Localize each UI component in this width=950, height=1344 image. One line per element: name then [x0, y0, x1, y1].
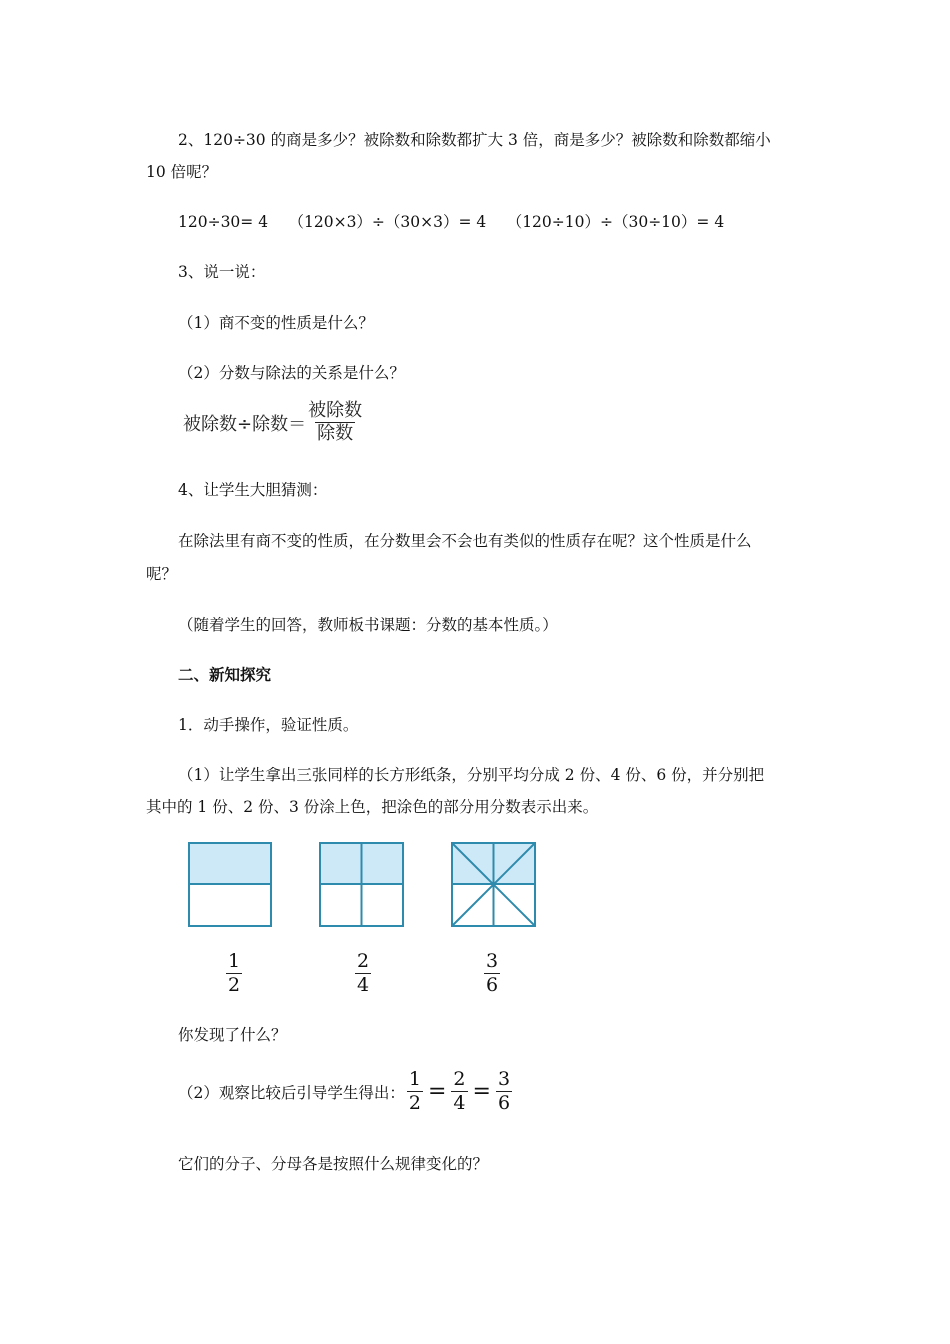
section2-step1: 1．动手操作，验证性质。: [178, 716, 359, 734]
section2-heading: 二、新知探究: [178, 665, 272, 684]
figure-label-1: [226, 952, 242, 995]
q2-line1: 2、120÷30 的商是多少？被除数和除数都扩大 3 倍，商是多少？被除数和除数都缩小: [178, 131, 771, 149]
denominator: 2: [408, 1092, 421, 1114]
section2-sub1-line1: （1）让学生拿出三张同样的长方形纸条，分别平均分成 2 份、4 份、6 份，并分别把: [178, 766, 765, 784]
observe-fraction-2: [451, 1070, 467, 1113]
equations-line: 120÷30= 4 （120×3）÷（30×3）= 4 （120÷10）÷（30÷10）= 4: [178, 213, 725, 231]
q3-item1: （1）商不变的性质是什么？: [178, 314, 374, 332]
observe-fraction-3: [496, 1070, 512, 1113]
numerator: 3: [486, 950, 499, 972]
denominator: 4: [357, 974, 370, 996]
formula-left: 被除数÷除数＝: [183, 413, 307, 435]
discover-question: 你发现了什么？: [178, 1026, 287, 1044]
section2-sub1-line2: 其中的 1 份、2 份、3 份涂上色，把涂色的部分用分数表示出来。: [146, 798, 599, 816]
shaded-part: [189, 843, 271, 884]
q4-line1: 在除法里有商不变的性质，在分数里会不会也有类似的性质存在呢？这个性质是什么: [178, 532, 752, 550]
observe-label: （2）观察比较后引导学生得出：: [178, 1083, 405, 1102]
observe-fraction-1: [407, 1070, 423, 1113]
formula-numerator: 被除数: [308, 400, 363, 421]
last-question: 它们的分子、分母各是按照什么规律变化的？: [178, 1155, 489, 1173]
denominator: 2: [228, 974, 241, 996]
q4-line2: 呢？: [146, 565, 178, 583]
equals-sign: =: [472, 1079, 491, 1104]
numerator: 3: [497, 1068, 511, 1090]
denominator: 6: [497, 1092, 511, 1114]
numerator: 1: [408, 1068, 421, 1090]
figure-label-2: [355, 952, 371, 995]
observe-line: [178, 1070, 514, 1113]
figure-quarters: [320, 843, 403, 926]
fraction-2-4: [355, 952, 371, 995]
denominator: 6: [486, 974, 499, 996]
formula-denominator: 除数: [317, 423, 354, 444]
q3-title: 3、说一说：: [178, 263, 266, 281]
q3-item2: （2）分数与除法的关系是什么？: [178, 364, 405, 382]
numerator: 2: [357, 950, 370, 972]
q4-note: （随着学生的回答，教师板书课题：分数的基本性质。）: [178, 616, 558, 634]
equals-sign: =: [427, 1079, 447, 1104]
numerator: 2: [453, 1068, 466, 1090]
q4-title: 4、让学生大胆猜测：: [178, 481, 328, 499]
fraction-3-6: [484, 952, 500, 995]
figure-sixths: [452, 843, 535, 926]
figure-label-3: [484, 952, 500, 995]
fraction-1-2: [226, 952, 242, 995]
figure-half: [189, 843, 271, 926]
denominator: 4: [453, 1092, 466, 1114]
numerator: 1: [228, 950, 241, 972]
q2-line2: 10 倍呢？: [146, 163, 218, 181]
